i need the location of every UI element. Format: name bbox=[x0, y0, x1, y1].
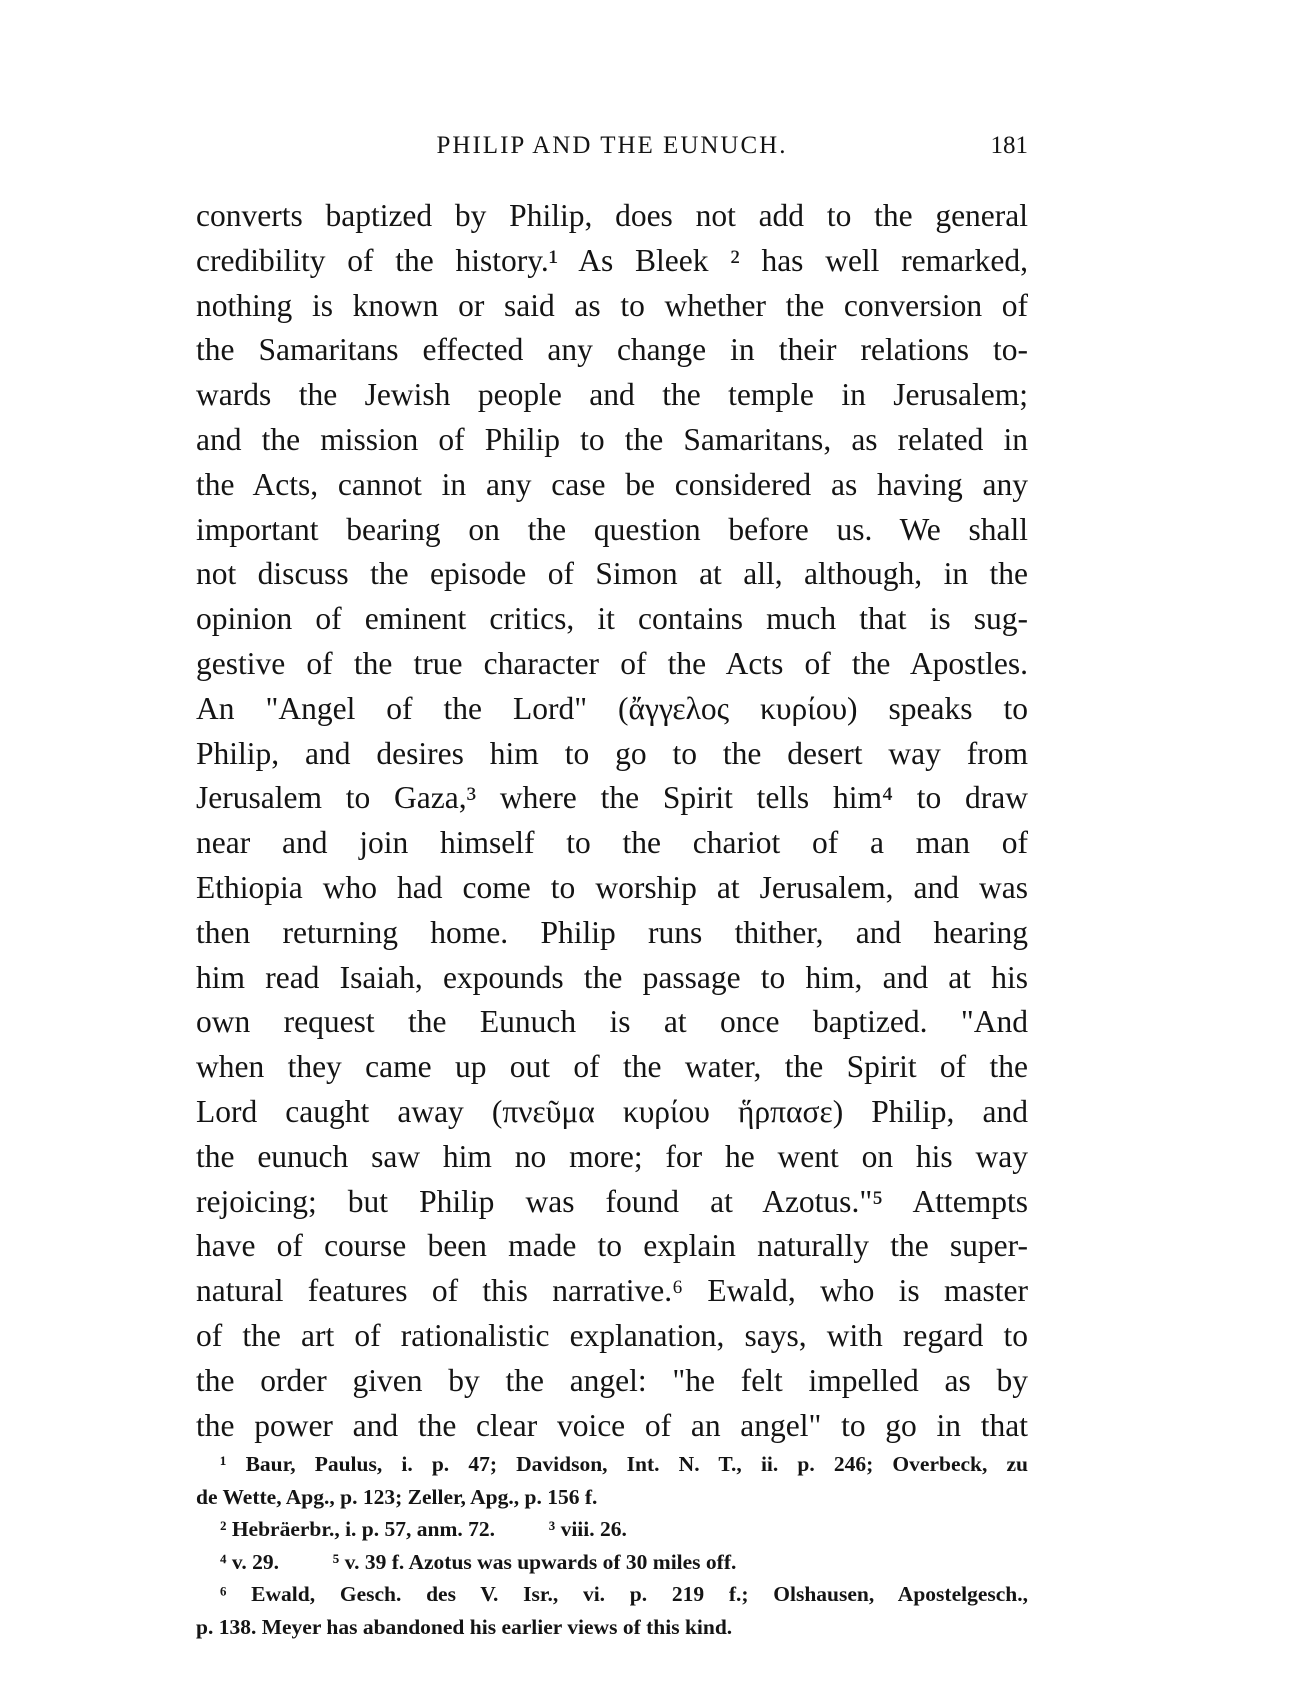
text-line: own request the Eunuch is at once baptized. "And bbox=[196, 1004, 1028, 1040]
text-line: near and join himself to the chariot of a man of bbox=[196, 825, 1028, 861]
body-text bbox=[196, 194, 1028, 1448]
running-title: PHILIP AND THE EUNUCH. bbox=[436, 132, 788, 159]
text-line: nothing is known or said as to whether the conversion of bbox=[196, 287, 1028, 323]
text-line: credibility of the history.¹ As Bleek ² has well remarked, bbox=[196, 242, 1028, 278]
text-line: gestive of the true character of the Acts of the Apostles. bbox=[196, 645, 1028, 681]
text-line: the power and the clear voice of an angel" to go in that bbox=[196, 1407, 1028, 1443]
text-line: Lord caught away (πνεῦμα κυρίου ἥρπασε) Philip, and bbox=[196, 1093, 1028, 1129]
footnote-line: ⁴ v. 29. ⁵ v. 39 f. Azotus was upwards of 30 miles off. bbox=[220, 1549, 737, 1574]
text-line: Ethiopia who had come to worship at Jerusalem, and was bbox=[196, 869, 1028, 905]
running-head bbox=[196, 132, 1028, 168]
footnote-line: ¹ Baur, Paulus, i. p. 47; Davidson, Int. N. T., ii. p. 246; Overbeck, zu bbox=[220, 1452, 1028, 1476]
text-line: An "Angel of the Lord" (ἄγγελος κυρίου) speaks to bbox=[196, 690, 1028, 726]
footnote-line: ⁶ Ewald, Gesch. des V. Isr., vi. p. 219 f.; Olshausen, Apostelgesch., bbox=[220, 1582, 1028, 1606]
text-line: then returning home. Philip runs thither, and hearing bbox=[196, 914, 1028, 950]
text-line: not discuss the episode of Simon at all, although, in the bbox=[196, 556, 1028, 592]
text-line: of the art of rationalistic explanation, says, with regard to bbox=[196, 1317, 1028, 1353]
text-line: natural features of this narrative.⁶ Ewald, who is master bbox=[196, 1273, 1028, 1309]
text-line: the eunuch saw him no more; for he went on his way bbox=[196, 1138, 1028, 1174]
text-line: important bearing on the question before us. We shall bbox=[196, 511, 1028, 547]
text-line: when they came up out of the water, the Spirit of the bbox=[196, 1049, 1028, 1085]
text-line: opinion of eminent critics, it contains much that is sug- bbox=[196, 601, 1028, 637]
text-line: Jerusalem to Gaza,³ where the Spirit tells him⁴ to draw bbox=[196, 780, 1028, 816]
text-line: rejoicing; but Philip was found at Azotus."⁵ Attempts bbox=[196, 1183, 1028, 1219]
footnote-line: p. 138. Meyer has abandoned his earlier views of this kind. bbox=[196, 1614, 733, 1639]
footnote-line: ² Hebräerbr., i. p. 57, anm. 72. ³ viii. 26. bbox=[220, 1517, 627, 1541]
text-line: him read Isaiah, expounds the passage to him, and at his bbox=[196, 959, 1028, 995]
text-line: the Acts, cannot in any case be considered as having any bbox=[196, 466, 1028, 502]
text-line: have of course been made to explain naturally the super- bbox=[196, 1228, 1028, 1264]
text-line: the order given by the angel: "he felt impelled as by bbox=[196, 1362, 1028, 1398]
page-number: 181 bbox=[990, 132, 1028, 159]
text-line: converts baptized by Philip, does not add to the general bbox=[196, 198, 1028, 233]
text-line: Philip, and desires him to go to the desert way from bbox=[196, 735, 1028, 771]
text-line: and the mission of Philip to the Samaritans, as related in bbox=[196, 421, 1028, 457]
footnotes bbox=[196, 1448, 1028, 1643]
footnote-line: de Wette, Apg., p. 123; Zeller, Apg., p. 156 f. bbox=[196, 1484, 598, 1509]
text-line: wards the Jewish people and the temple in Jerusalem; bbox=[196, 377, 1028, 413]
text-line: the Samaritans effected any change in their relations to- bbox=[196, 332, 1028, 368]
